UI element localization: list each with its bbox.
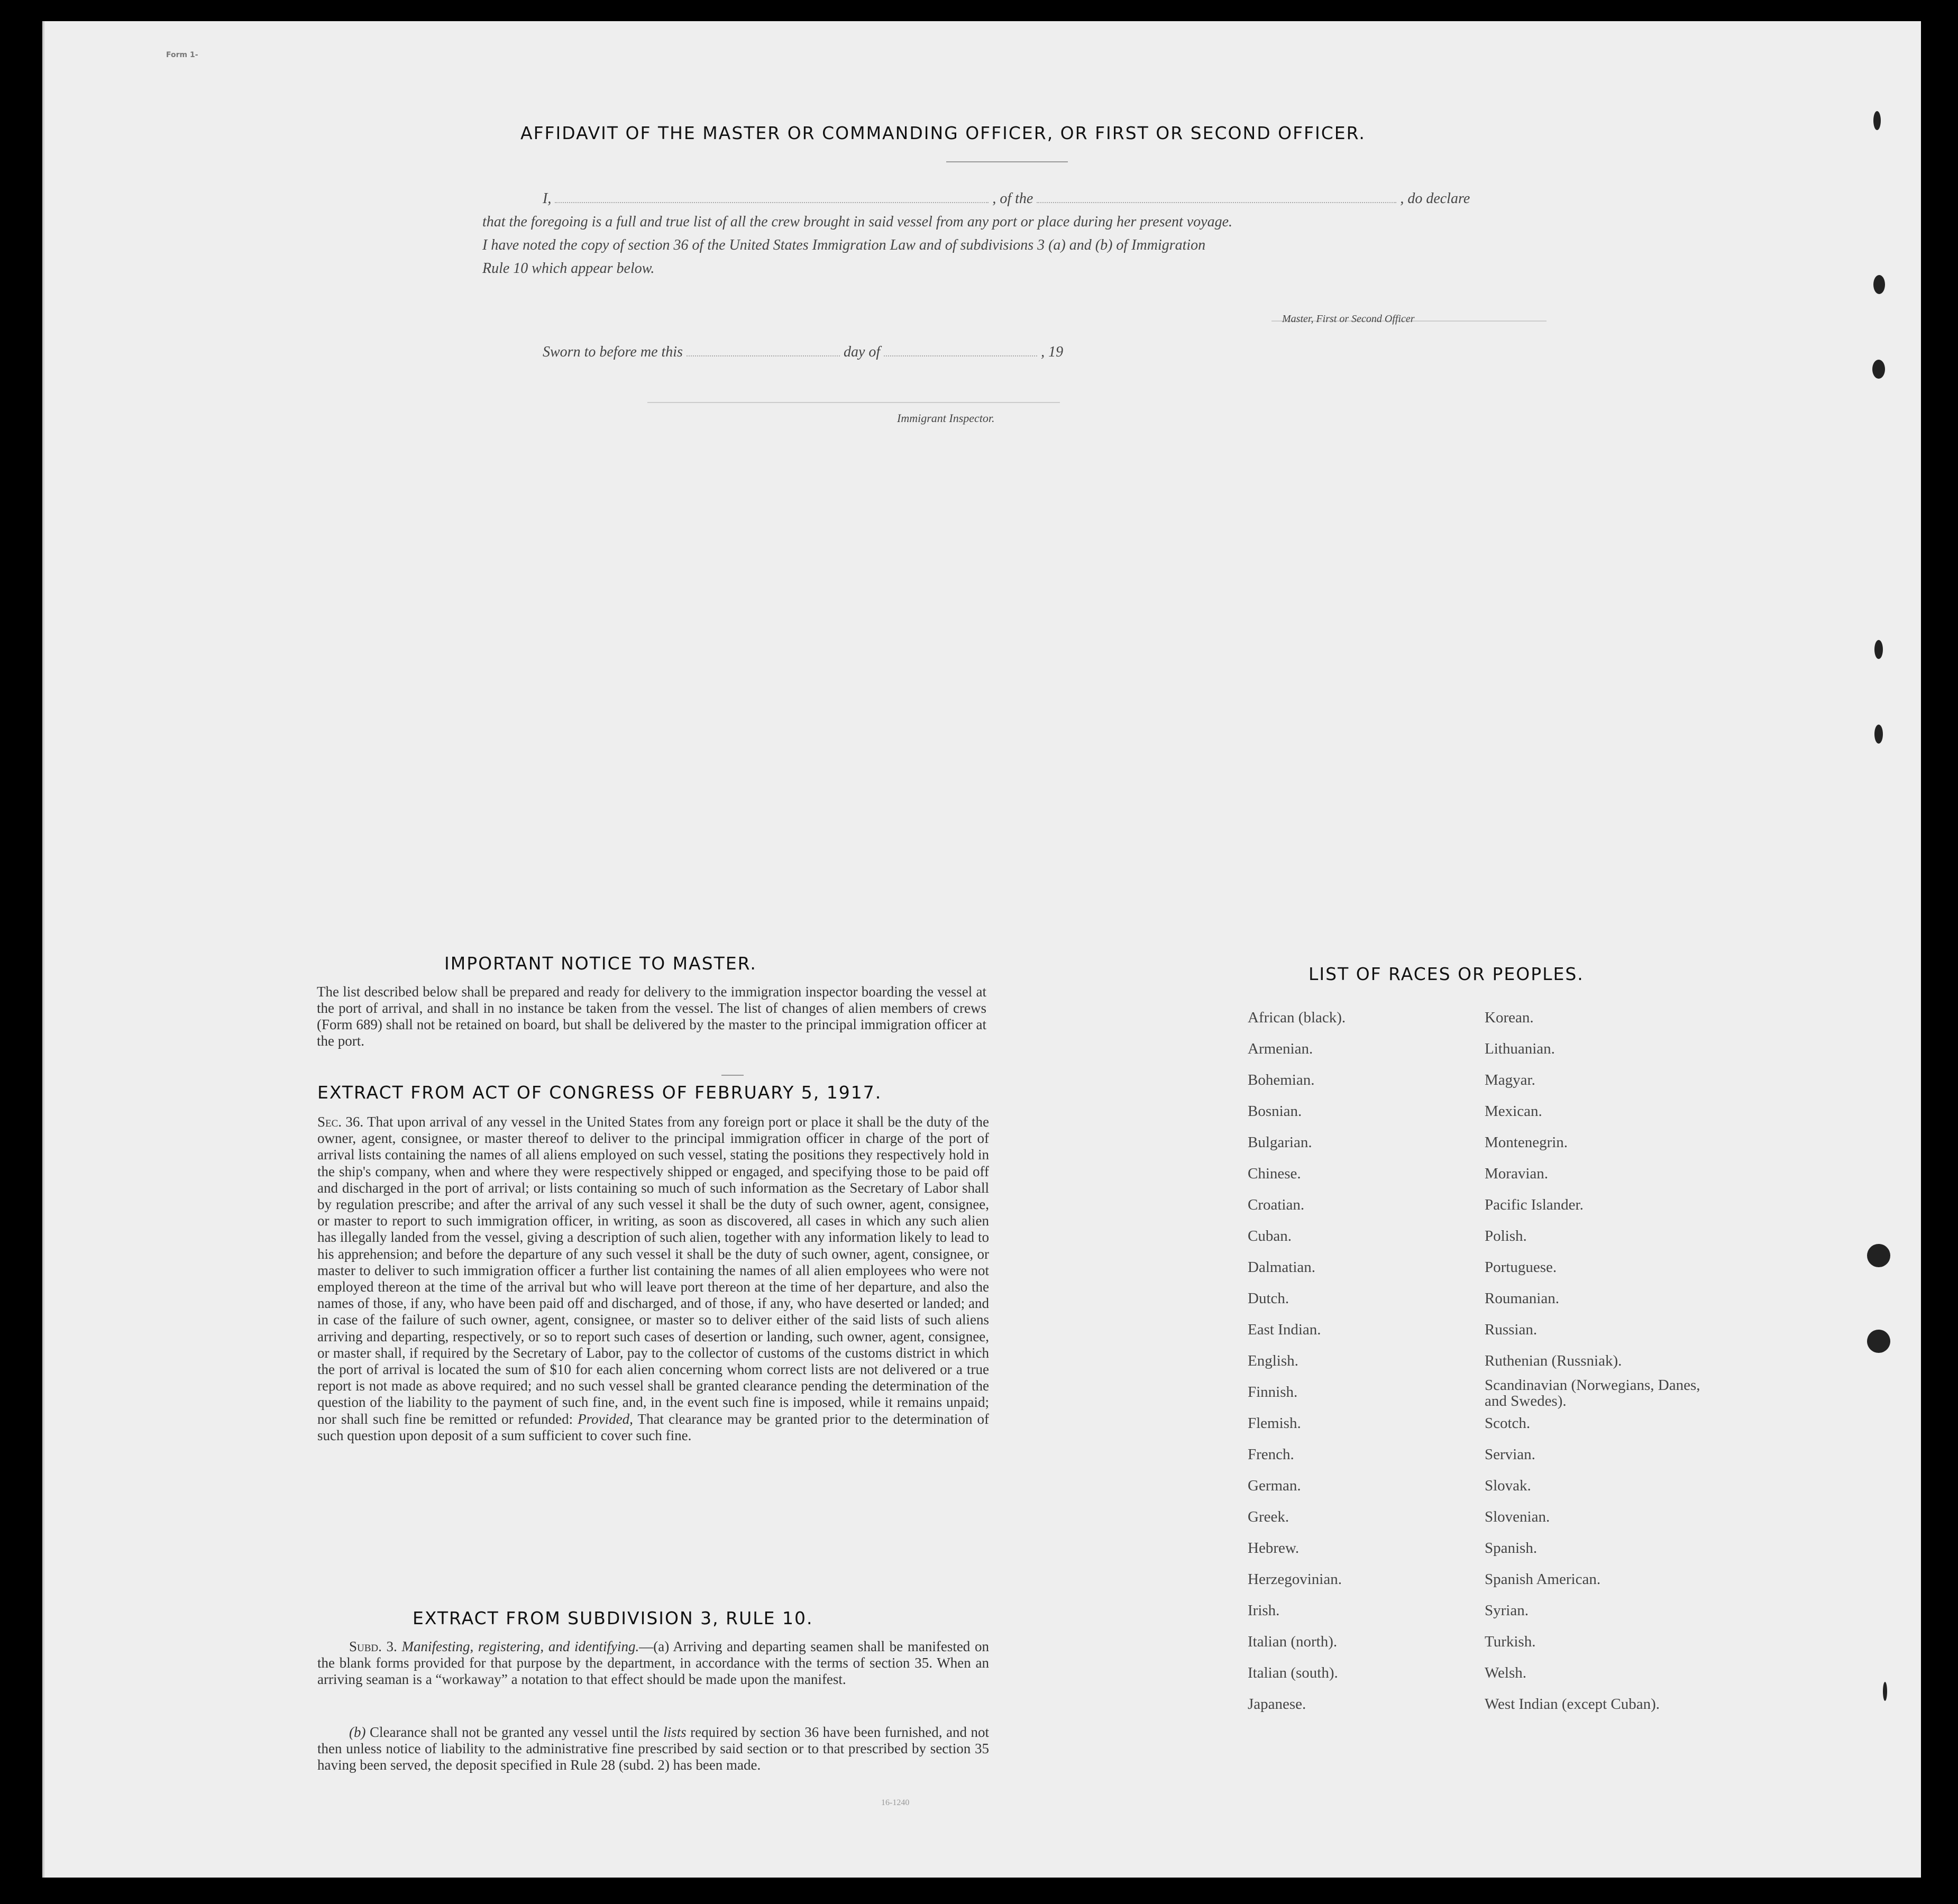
affidavit-line-4: Rule 10 which appear below. [482,260,655,277]
race-item: Dutch. [1248,1290,1289,1307]
race-item: Portuguese. [1485,1259,1557,1276]
race-item: Dalmatian. [1248,1259,1316,1276]
act-extract-title: EXTRACT FROM ACT OF CONGRESS OF FEBRUARY 5, 1917. [317,1082,882,1103]
race-item: Japanese. [1248,1696,1306,1713]
race-item: Magyar. [1485,1072,1535,1088]
race-item: East Indian. [1248,1321,1321,1338]
binder-hole [1874,640,1883,659]
race-item: Slovenian. [1485,1508,1550,1525]
race-item: Korean. [1485,1009,1534,1026]
binder-hole [1873,111,1881,130]
notice-text: The list described below shall be prepared and ready for delivery to the immigration inspector boarding the vessel at the port of arrival, and shall in no instance be taken from the vessel. The list of changes of alien members of crews (Form 689) shall not be retained on board, but shall be delivered by the master to the principal immigration officer at the port. [317,984,986,1049]
race-item: African (black). [1248,1009,1346,1026]
affidavit-line-1 [543,190,1470,207]
act-provided: Provided, [578,1411,633,1427]
race-item: English. [1248,1352,1298,1369]
race-item: Moravian. [1485,1165,1548,1182]
affidavit-line-2: that the foregoing is a full and true list of all the crew brought in said vessel from any port or place during her present voyage. [482,214,1233,230]
race-item: Turkish. [1485,1633,1536,1650]
race-item: Bosnian. [1248,1103,1302,1120]
subd-label: Subd. 3. [349,1638,397,1654]
race-item: Spanish American. [1485,1571,1601,1588]
race-item: Montenegrin. [1485,1134,1568,1151]
race-item: Bohemian. [1248,1072,1315,1088]
rule-extract-title: EXTRACT FROM SUBDIVISION 3, RULE 10. [413,1608,813,1628]
race-item: West Indian (except Cuban). [1485,1696,1660,1713]
binder-hole [1873,275,1885,294]
race-item: Lithuanian. [1485,1040,1555,1057]
inspector-line [647,402,1060,403]
para-b-label: (b) [349,1724,366,1740]
race-item: Polish. [1485,1228,1527,1244]
para-b-text-2: required by section 36 have been furnished, and not then unless notice of liability to the administrative fine prescribed by said section or to that prescribed by section 35 having been served, the deposit specified in Rule 28 (subd. 2) has been made. [317,1724,989,1773]
document-page [42,21,1921,1878]
binder-hole [1872,360,1885,379]
race-item: Italian (south). [1248,1664,1338,1681]
binder-hole [1883,1682,1887,1701]
rule-para-a [317,1638,989,1688]
race-item: Irish. [1248,1602,1280,1619]
sworn-line [543,344,1063,361]
inspector-label: Immigrant Inspector. [897,411,995,425]
act-section-label: Sec. 36. [317,1114,364,1130]
affidavit-of-the: , of the [992,190,1033,207]
para-b-text-1: Clearance shall not be granted any vessel until the [370,1724,660,1740]
races-left-column [1248,1009,1470,1750]
race-item: Bulgarian. [1248,1134,1312,1151]
rule-para-b [317,1724,989,1773]
signature-label: Master, First or Second Officer [1282,313,1415,325]
race-item: Servian. [1485,1446,1535,1463]
race-item: Armenian. [1248,1040,1313,1057]
race-item: Herzegovinian. [1248,1571,1342,1588]
sworn-prefix: Sworn to before me this [543,344,683,360]
affidavit-line-3: I have noted the copy of section 36 of the United States Immigration Law and of subdivisions 3 (a) and (b) of Immigration [482,237,1206,253]
race-item: Croatian. [1248,1196,1305,1213]
act-section-text-end: That clearance may be granted prior to the determination of such question upon deposit of a sum sufficient to cover such fine. [317,1411,990,1443]
divider [721,1075,744,1076]
race-item: German. [1248,1477,1301,1494]
binder-hole [1867,1244,1890,1267]
name-blank[interactable] [555,202,989,203]
sworn-day-of: day of [843,344,881,360]
race-item: Ruthenian (Russniak). [1485,1352,1622,1369]
race-item: Mexican. [1485,1103,1542,1120]
race-item: Spanish. [1485,1540,1538,1557]
act-extract-text [317,1114,989,1444]
race-item: Syrian. [1485,1602,1529,1619]
affidavit-do-declare: , do declare [1400,190,1470,207]
race-item: Scotch. [1485,1415,1531,1432]
affidavit-title: AFFIDAVIT OF THE MASTER OR COMMANDING OFFICER, OR FIRST OR SECOND OFFICER. [520,123,1366,143]
race-item: Russian. [1485,1321,1538,1338]
race-item: Welsh. [1485,1664,1527,1681]
day-blank[interactable] [687,355,840,356]
binder-hole [1874,725,1883,744]
affidavit-i: I, [543,190,552,207]
form-stamp: Form 1- [166,51,198,59]
race-item: Scandinavian (Norwegians, Danes, and Swedes). [1485,1377,1700,1409]
sworn-year: , 19 [1041,344,1064,360]
race-item: Finnish. [1248,1384,1298,1400]
subd-heading: Manifesting, registering, and identifying. [401,1638,639,1654]
para-b-lists: lists [663,1724,687,1740]
vessel-blank[interactable] [1037,202,1396,203]
race-item: Greek. [1248,1508,1289,1525]
race-item: Chinese. [1248,1165,1301,1182]
binder-hole [1867,1330,1890,1353]
race-item: Cuban. [1248,1228,1292,1244]
race-item: Flemish. [1248,1415,1301,1432]
race-item: Italian (north). [1248,1633,1338,1650]
race-item: Slovak. [1485,1477,1531,1494]
race-item: French. [1248,1446,1294,1463]
races-title: LIST OF RACES OR PEOPLES. [1309,964,1584,984]
divider [946,161,1068,162]
race-item: Pacific Islander. [1485,1196,1584,1213]
notice-title: IMPORTANT NOTICE TO MASTER. [444,953,757,974]
race-item: Hebrew. [1248,1540,1300,1557]
month-blank[interactable] [884,355,1037,356]
act-section-text: That upon arrival of any vessel in the United States from any foreign port or place it shall be the duty of the owner, agent, consignee, or master thereof to deliver to the principal immigration officer in charge of the port of arrival lists containing the names of all aliens employed on such vessel, stating the positions they respectively hold in the ship's company, when and where they were respectively shipped or engaged, and specifying those to be paid off and discharged in the port of arrival; or lists containing so much of such information as the Secretary of Labor shall by regulation prescribe; and after the arrival of any such vessel it shall be the duty of such owner, agent, consignee, or master to report to such immigration officer, in writing, as soon as discovered, all cases in which any such alien has illegally landed from the vessel, giving a description of such alien, together with any information likely to lead to his apprehension; and before the departure of any such vessel it shall be the duty of such owner, agent, consignee, or master to deliver to such immigration officer a further list containing the names of all alien employees who were not employed thereon at the time of the arrival but who will leave port thereon at the time of her departure, and also the names of those, if any, who have been paid off and discharged, and of those, if any, who have deserted or landed; and in case of the failure of such owner, agent, consignee, or master so to deliver either of the said lists of such aliens arriving and departing, respectively, or so to report such cases of desertion or landing, such owner, agent, consignee, or master shall, if required by the Secretary of Labor, pay to the collector of customs of the customs district in which the port of arrival is located the sum of $10 for each alien concerning whom correct lists are not delivered or a true report is not made as above required; and no such vessel shall be granted clearance pending the determination of the question of the liability to the payment of such fine, and, in the event such fine is imposed, while it remains unpaid; nor shall such fine be remitted or refunded: [317,1114,989,1427]
races-right-column [1485,1009,1712,1750]
subd-para-a: —(a) Arriving and departing seamen shall be manifested on the blank forms provided for that purpose by the department, in accordance with the terms of section 35. When an arriving seaman is a “workaway” a notation to that effect should be made upon the manifest. [317,1638,989,1687]
race-item: Roumanian. [1485,1290,1559,1307]
form-number: 16-1240 [881,1798,910,1807]
